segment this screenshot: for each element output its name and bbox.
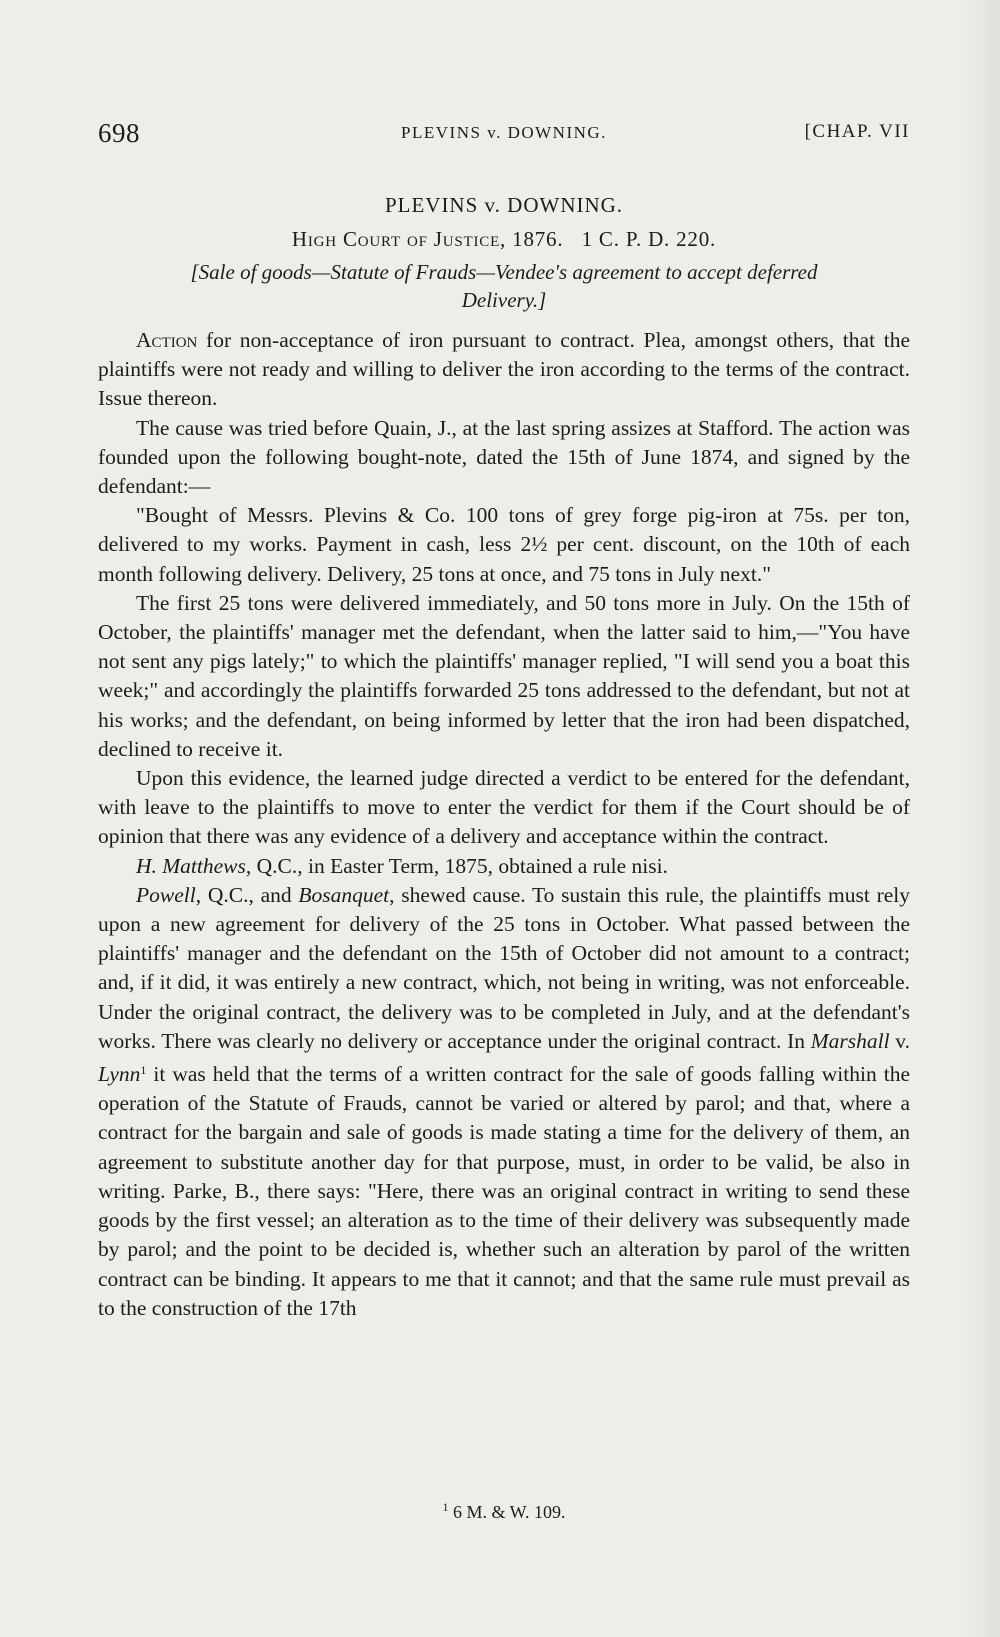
case-party: Lynn <box>98 1062 141 1087</box>
paragraph-text: , shewed cause. To sustain this rule, the plaintiffs must rely upon a new agreement for delivery of the 25 tons in October. What passed between the plaintiffs' manager and the defendant on the 15th of October did not amount to a contract; and, if it did, it was entirely a new contract, which, not being in writing, was not enforceable. Under the original contract, the delivery was to be completed in July, and at the defendant's works. There was clearly no delivery or acceptance under the original contract. In <box>98 882 910 1053</box>
paragraph-text: , Q.C., and <box>195 882 299 907</box>
case-title: PLEVINS v. DOWNING. <box>384 193 624 217</box>
paragraph-text: it was held that the terms of a written contract for the sale of goods falling within the operation of the Statute of Frauds, cannot be varied or altered by parol; and that, where a contract for the bargain and sale of goods is made stating a time for the delivery of them, an agreement to substitute another day for that purpose, must, in order to be valid, be also in writing. Parke, B., there says: "Here, there was an original contract in writing to send these goods by the first vessel; an alteration as to the time of their delivery was subsequently made by parol; and the point to be decided is, whether such an alteration by parol of the written contract can be binding. It appears to me that it cannot; and that the same rule must prevail as to the construction of the 17th <box>98 1062 910 1320</box>
paragraph-trial: The cause was tried before Quain, J., at the last spring assizes at Stafford. The action was founded upon the following bought-note, dated the 15th of June 1874, and signed by the defendant:— <box>98 415 910 499</box>
paragraph-verdict: Upon this evidence, the learned judge directed a verdict to be entered for the defendant, with leave to the plaintiffs to move to enter the verdict for them if the Court should be of opinion that there was any evidence of a delivery and acceptance within the contract. <box>98 766 910 849</box>
running-head <box>98 118 910 154</box>
court-line <box>98 224 910 254</box>
paragraph-argument <box>98 881 910 1323</box>
page-number: 698 <box>98 118 140 148</box>
paragraph-rule-nisi <box>98 852 910 881</box>
counsel-name: H. Matthews <box>136 853 246 878</box>
court-name: High Court of Justice, 1876. <box>291 227 564 251</box>
chapter-label: [CHAP. VII <box>804 121 910 142</box>
headnote: [Sale of goods—Statute of Frauds—Vendee's agreement to accept deferred Delivery.] <box>190 260 818 312</box>
paragraph-lead: Action <box>136 328 198 352</box>
case-citation: 1 C. P. D. 220. <box>581 227 717 251</box>
counsel-name: Bosanquet <box>298 882 390 907</box>
paragraph-facts: The first 25 tons were delivered immediately, and 50 tons more in July. On the 15th of October, the plaintiffs' manager met the defendant, when the latter said to him,—"You have not sent any pigs lately;" to which the plaintiffs' manager replied, "I will send you a boat this week;" and accordingly the plaintiffs forwarded 25 tons addressed to the defendant, but not at his works; and the defendant, on being informed by letter that the iron had been dispatched, declined to receive it. <box>98 590 910 761</box>
text-block <box>98 190 910 1323</box>
case-party: Marshall <box>810 1028 890 1053</box>
counsel-name: Powell <box>136 882 196 907</box>
paragraph-text: , Q.C., in Easter Term, 1875, obtained a rule nisi. <box>245 853 668 878</box>
paragraph-bought-note: "Bought of Messrs. Plevins & Co. 100 tons of grey forge pig-iron at 75s. per ton, delivered to my works. Payment in cash, less 2½ per cent. discount, on the 10th of each month following delivery. Delivery, 25 tons at once, and 75 tons in July next." <box>98 503 910 586</box>
footnote <box>98 1500 910 1523</box>
paragraph-action <box>98 326 910 414</box>
running-title: PLEVINS v. DOWNING. <box>401 123 607 142</box>
footnote-text: 6 M. & W. 109. <box>448 1502 566 1522</box>
footnote-mark: 1 <box>442 1500 449 1514</box>
case-versus: v. <box>889 1028 910 1053</box>
paragraph-text: for non-acceptance of iron pursuant to contract. Plea, amongst others, that the plaintiffs were not ready and willing to deliver the iron according to the terms of the contract. Issue thereon. <box>98 328 910 411</box>
footnote-reference: 1 <box>140 1063 147 1078</box>
